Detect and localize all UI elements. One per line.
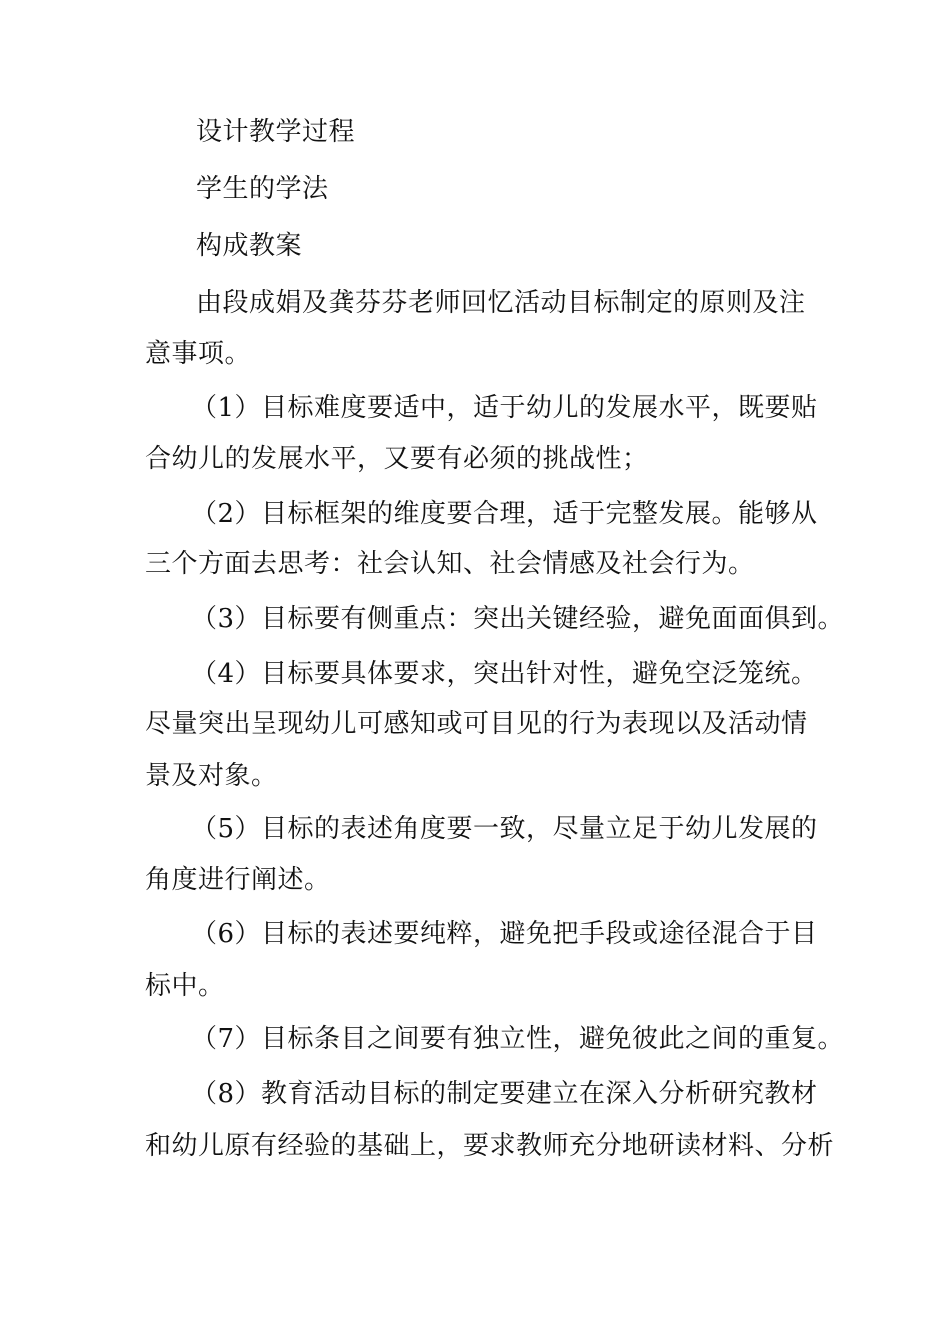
item-6-line-2: 标中。 [145,971,225,1001]
heading-form-lesson-plan: 构成教案 [196,231,303,261]
item-5-line-2: 角度进行阐述。 [145,865,331,895]
item-8-line-2: 和幼儿原有经验的基础上，要求教师充分地研读材料、分析 [145,1131,835,1161]
item-1-line-2: 合幼儿的发展水平，又要有必须的挑战性； [145,444,649,474]
paragraph-intro-line-2: 意事项。 [145,339,252,369]
item-1-line-1: （1）目标难度要适中，适于幼儿的发展水平，既要贴 [191,393,818,423]
item-4-line-2: 尽量突出呈现幼儿可感知或可目见的行为表现以及活动情 [145,709,808,739]
item-2-line-2: 三个方面去思考：社会认知、社会情感及社会行为。 [145,549,755,579]
item-6-line-1: （6）目标的表述要纯粹，避免把手段或途径混合于目 [191,919,818,949]
item-2-line-1: （2）目标框架的维度要合理，适于完整发展。能够从 [191,499,818,529]
heading-design-teaching-process: 设计教学过程 [196,117,356,147]
item-3-line-1: （3）目标要有侧重点：突出关键经验，避免面面俱到。 [191,604,845,634]
item-8-line-1: （8）教育活动目标的制定要建立在深入分析研究教材 [191,1079,818,1109]
heading-student-learning-method: 学生的学法 [196,174,329,204]
paragraph-intro-line-1: 由段成娟及龚芬芬老师回忆活动目标制定的原则及注 [196,288,806,318]
item-4-line-3: 景及对象。 [145,761,278,791]
item-5-line-1: （5）目标的表述角度要一致，尽量立足于幼儿发展的 [191,814,818,844]
item-4-line-1: （4）目标要具体要求，突出针对性，避免空泛笼统。 [191,659,818,689]
item-7-line-1: （7）目标条目之间要有独立性，避免彼此之间的重复。 [191,1024,845,1054]
